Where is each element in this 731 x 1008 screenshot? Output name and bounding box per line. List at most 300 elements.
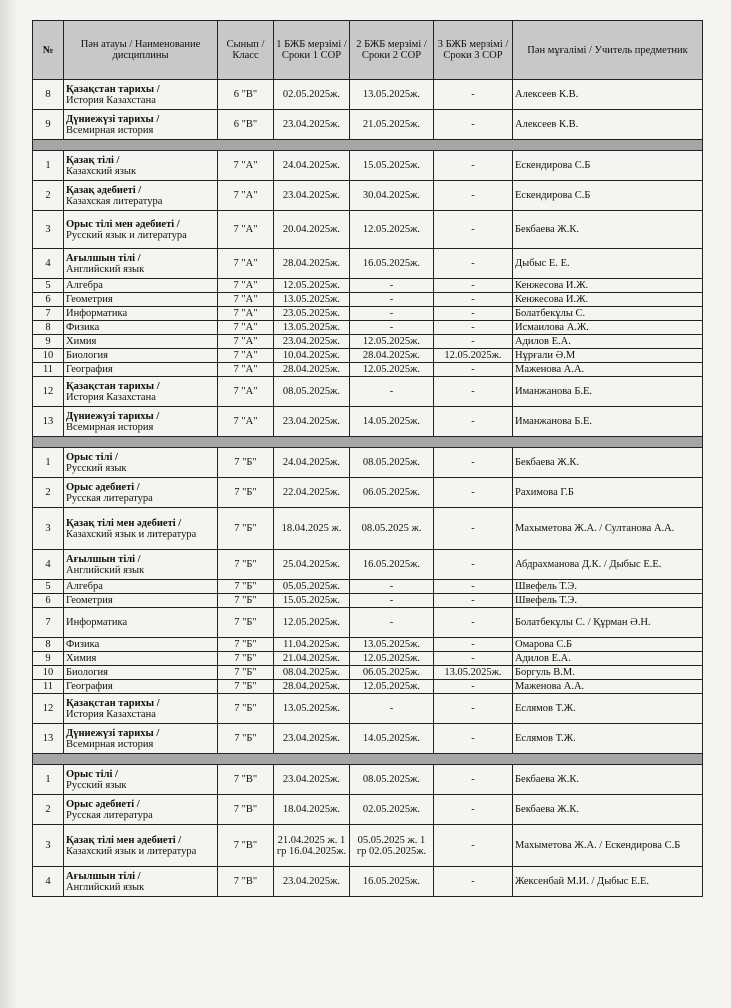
- subject-name-ru: Русский язык и литература: [66, 229, 187, 241]
- subject-name-ru: Всемирная история: [66, 738, 154, 750]
- row-number: 1: [33, 151, 64, 181]
- sor3-date-cell: -: [434, 508, 513, 550]
- row-number: 4: [33, 867, 64, 897]
- sor1-date-cell: 23.04.2025ж.: [274, 181, 350, 211]
- col-header-number: №: [33, 21, 64, 80]
- row-number: 12: [33, 694, 64, 724]
- row-number: 2: [33, 795, 64, 825]
- sor1-date-cell: 21.04.2025 ж. 1 гр 16.04.2025ж.: [274, 825, 350, 867]
- sor1-date-cell: 24.04.2025ж.: [274, 448, 350, 478]
- subject-name-kz: Қазақстан тарихы /: [66, 697, 160, 709]
- table-row: [33, 249, 703, 279]
- sor2-date-cell: 12.05.2025ж.: [350, 335, 434, 349]
- class-cell: 7 "А": [218, 349, 274, 363]
- row-number: 4: [33, 249, 64, 279]
- row-number: 2: [33, 181, 64, 211]
- sor2-date-cell: 06.05.2025ж.: [350, 478, 434, 508]
- table-row: [33, 580, 703, 594]
- col-header-sor2: 2 БЖБ мерзімі / Сроки 2 СОР: [350, 21, 434, 80]
- subject-cell: [64, 580, 218, 594]
- class-cell: 7 "А": [218, 293, 274, 307]
- sor3-date-cell: -: [434, 335, 513, 349]
- row-number: 4: [33, 550, 64, 580]
- row-number: 13: [33, 407, 64, 437]
- sor3-date-cell: -: [434, 608, 513, 638]
- subject-cell: [64, 377, 218, 407]
- table-row: [33, 638, 703, 652]
- row-number: 10: [33, 666, 64, 680]
- subject-cell: [64, 293, 218, 307]
- class-cell: 6 "В": [218, 80, 274, 110]
- class-cell: 7 "А": [218, 151, 274, 181]
- teacher-cell: Болатбекұлы С.: [513, 307, 703, 321]
- subject-name-ru: Всемирная история: [66, 124, 154, 136]
- table-row: [33, 478, 703, 508]
- sor1-date-cell: 08.04.2025ж.: [274, 666, 350, 680]
- sor2-date-cell: 16.05.2025ж.: [350, 550, 434, 580]
- separator-cell: [33, 140, 703, 151]
- sor3-date-cell: -: [434, 478, 513, 508]
- row-number: 7: [33, 307, 64, 321]
- sor2-date-cell: -: [350, 293, 434, 307]
- row-number: 12: [33, 377, 64, 407]
- sor2-date-cell: -: [350, 321, 434, 335]
- subject-name-ru: Русская литература: [66, 809, 153, 821]
- table-row: [33, 211, 703, 249]
- class-cell: 7 "Б": [218, 680, 274, 694]
- table-row: [33, 694, 703, 724]
- sor3-date-cell: -: [434, 211, 513, 249]
- teacher-cell: Кенжесова И.Ж.: [513, 279, 703, 293]
- row-number: 8: [33, 638, 64, 652]
- subject-name-ru: Английский язык: [66, 564, 145, 576]
- subject-cell: [64, 680, 218, 694]
- subject-cell: [64, 249, 218, 279]
- class-cell: 7 "Б": [218, 638, 274, 652]
- subject-name-ru: История Казахстана: [66, 391, 156, 403]
- sor3-date-cell: -: [434, 638, 513, 652]
- teacher-cell: Махыметова Ж.А. / Ескендирова С.Б: [513, 825, 703, 867]
- sor1-date-cell: 10.04.2025ж.: [274, 349, 350, 363]
- subject-cell: [64, 694, 218, 724]
- subject-cell: [64, 321, 218, 335]
- table-row: [33, 349, 703, 363]
- sor1-date-cell: 12.05.2025ж.: [274, 608, 350, 638]
- table-row: [33, 151, 703, 181]
- table-row: [33, 550, 703, 580]
- sor3-date-cell: 13.05.2025ж.: [434, 666, 513, 680]
- table-row: [33, 608, 703, 638]
- sor3-date-cell: -: [434, 867, 513, 897]
- subject-cell: [64, 349, 218, 363]
- sor1-date-cell: 23.04.2025ж.: [274, 765, 350, 795]
- table-row: [33, 765, 703, 795]
- sor3-date-cell: -: [434, 594, 513, 608]
- table-row: [33, 407, 703, 437]
- sor1-date-cell: 23.04.2025ж.: [274, 867, 350, 897]
- scan-edge-shadow: [0, 0, 18, 1008]
- subject-cell: [64, 508, 218, 550]
- class-cell: 7 "Б": [218, 580, 274, 594]
- class-cell: 7 "В": [218, 795, 274, 825]
- sor2-date-cell: 21.05.2025ж.: [350, 110, 434, 140]
- subject-name-ru: Физика: [66, 322, 100, 333]
- row-number: 5: [33, 580, 64, 594]
- teacher-cell: Ескендирова С.Б: [513, 151, 703, 181]
- sor3-date-cell: -: [434, 765, 513, 795]
- subject-name-ru: Физика: [66, 639, 100, 650]
- subject-name-ru: Всемирная история: [66, 421, 154, 433]
- sor3-date-cell: -: [434, 321, 513, 335]
- subject-name-kz: Қазақстан тарихы /: [66, 380, 160, 392]
- subject-name-kz: Қазақ тілі /: [66, 154, 120, 166]
- table-row: [33, 110, 703, 140]
- subject-name-kz: Қазақ тілі мен әдебиеті /: [66, 834, 182, 846]
- sor2-date-cell: 28.04.2025ж.: [350, 349, 434, 363]
- sor2-date-cell: -: [350, 580, 434, 594]
- row-number: 6: [33, 594, 64, 608]
- class-cell: 7 "В": [218, 765, 274, 795]
- class-cell: 7 "Б": [218, 508, 274, 550]
- col-header-subject: Пән атауы / Наименование дисциплины: [64, 21, 218, 80]
- subject-name-ru: Биология: [66, 350, 109, 361]
- sor1-date-cell: 28.04.2025ж.: [274, 680, 350, 694]
- subject-cell: [64, 363, 218, 377]
- row-number: 3: [33, 508, 64, 550]
- class-cell: 7 "Б": [218, 724, 274, 754]
- sor3-date-cell: -: [434, 80, 513, 110]
- subject-name-ru: История Казахстана: [66, 708, 156, 720]
- subject-cell: [64, 652, 218, 666]
- teacher-cell: Дыбыс Е. Е.: [513, 249, 703, 279]
- sor1-date-cell: 23.05.2025ж.: [274, 307, 350, 321]
- class-cell: 7 "Б": [218, 594, 274, 608]
- class-cell: 7 "Б": [218, 694, 274, 724]
- sor3-date-cell: -: [434, 279, 513, 293]
- class-cell: 7 "В": [218, 867, 274, 897]
- teacher-cell: Иманжанова Б.Е.: [513, 377, 703, 407]
- sor3-date-cell: -: [434, 363, 513, 377]
- sor3-date-cell: -: [434, 377, 513, 407]
- subject-name-ru: Английский язык: [66, 263, 145, 275]
- subject-name-ru: География: [66, 681, 113, 692]
- sor2-date-cell: 14.05.2025ж.: [350, 724, 434, 754]
- sor1-date-cell: 23.04.2025ж.: [274, 407, 350, 437]
- sor1-date-cell: 21.04.2025ж.: [274, 652, 350, 666]
- sor1-date-cell: 23.04.2025ж.: [274, 724, 350, 754]
- subject-name-kz: Орыс тілі /: [66, 451, 118, 463]
- row-number: 9: [33, 110, 64, 140]
- table-row: [33, 279, 703, 293]
- teacher-cell: Маженова А.А.: [513, 363, 703, 377]
- class-cell: 6 "В": [218, 110, 274, 140]
- table-row: [33, 321, 703, 335]
- subject-cell: [64, 795, 218, 825]
- subject-name-kz: Ағылшын тілі /: [66, 553, 141, 565]
- sor3-date-cell: -: [434, 795, 513, 825]
- subject-cell: [64, 211, 218, 249]
- subject-name-kz: Орыс әдебиеті /: [66, 481, 140, 493]
- table-row: [33, 795, 703, 825]
- table-row: [33, 335, 703, 349]
- row-number: 9: [33, 335, 64, 349]
- subject-name-kz: Ағылшын тілі /: [66, 252, 141, 264]
- sor3-date-cell: -: [434, 249, 513, 279]
- sor2-date-cell: 08.05.2025 ж.: [350, 508, 434, 550]
- sor3-date-cell: -: [434, 694, 513, 724]
- teacher-cell: Бекбаева Ж.К.: [513, 448, 703, 478]
- subject-cell: [64, 80, 218, 110]
- subject-name-ru: Английский язык: [66, 881, 145, 893]
- class-cell: 7 "Б": [218, 608, 274, 638]
- sor2-date-cell: 15.05.2025ж.: [350, 151, 434, 181]
- teacher-cell: Адилов Е.А.: [513, 652, 703, 666]
- class-cell: 7 "А": [218, 407, 274, 437]
- subject-cell: [64, 867, 218, 897]
- table-row: [33, 825, 703, 867]
- class-cell: 7 "В": [218, 825, 274, 867]
- subject-name-ru: Информатика: [66, 308, 128, 319]
- subject-cell: [64, 448, 218, 478]
- row-number: 1: [33, 765, 64, 795]
- sor2-date-cell: 08.05.2025ж.: [350, 765, 434, 795]
- subject-name-ru: История Казахстана: [66, 94, 156, 106]
- subject-name-kz: Орыс әдебиеті /: [66, 798, 140, 810]
- header-row: [33, 21, 703, 80]
- sor1-date-cell: 13.05.2025ж.: [274, 321, 350, 335]
- sor1-date-cell: 18.04.2025 ж.: [274, 508, 350, 550]
- class-cell: 7 "А": [218, 363, 274, 377]
- teacher-cell: Абдрахманова Д.К. / Дыбыс Е.Е.: [513, 550, 703, 580]
- row-number: 7: [33, 608, 64, 638]
- class-cell: 7 "Б": [218, 448, 274, 478]
- teacher-cell: Нұрғали Ә.М: [513, 349, 703, 363]
- class-cell: 7 "А": [218, 181, 274, 211]
- class-cell: 7 "А": [218, 335, 274, 349]
- sor2-date-cell: 05.05.2025 ж. 1 гр 02.05.2025ж.: [350, 825, 434, 867]
- sor1-date-cell: 23.04.2025ж.: [274, 335, 350, 349]
- row-number: 3: [33, 211, 64, 249]
- subject-cell: [64, 724, 218, 754]
- subject-name-kz: Қазақ әдебиеті /: [66, 184, 142, 196]
- subject-name-kz: Қазақ тілі мен әдебиеті /: [66, 517, 182, 529]
- table-row: [33, 666, 703, 680]
- subject-name-ru: Казахская литература: [66, 195, 163, 207]
- row-number: 6: [33, 293, 64, 307]
- row-number: 1: [33, 448, 64, 478]
- subject-name-ru: Алгебра: [66, 280, 103, 291]
- sor2-date-cell: 06.05.2025ж.: [350, 666, 434, 680]
- subject-cell: [64, 181, 218, 211]
- row-number: 3: [33, 825, 64, 867]
- sor2-date-cell: 12.05.2025ж.: [350, 363, 434, 377]
- subject-cell: [64, 550, 218, 580]
- subject-name-ru: Алгебра: [66, 581, 103, 592]
- subject-cell: [64, 825, 218, 867]
- subject-name-ru: География: [66, 364, 113, 375]
- sor1-date-cell: 12.05.2025ж.: [274, 279, 350, 293]
- table-row: [33, 594, 703, 608]
- sor2-date-cell: 13.05.2025ж.: [350, 638, 434, 652]
- subject-name-kz: Орыс тілі /: [66, 768, 118, 780]
- col-header-sor3: 3 БЖБ мерзімі / Сроки 3 СОР: [434, 21, 513, 80]
- sor3-date-cell: -: [434, 825, 513, 867]
- sor2-date-cell: 12.05.2025ж.: [350, 652, 434, 666]
- subject-name-kz: Дүниежүзі тарихы /: [66, 727, 160, 739]
- row-number: 8: [33, 321, 64, 335]
- sor1-date-cell: 05.05.2025ж.: [274, 580, 350, 594]
- sor2-date-cell: 14.05.2025ж.: [350, 407, 434, 437]
- table-row: [33, 363, 703, 377]
- subject-name-ru: Русская литература: [66, 492, 153, 504]
- teacher-cell: Бекбаева Ж.К.: [513, 795, 703, 825]
- sor1-date-cell: 02.05.2025ж.: [274, 80, 350, 110]
- subject-name-ru: Биология: [66, 667, 109, 678]
- table-row: [33, 724, 703, 754]
- class-separator-row: [33, 140, 703, 151]
- row-number: 11: [33, 363, 64, 377]
- subject-name-ru: Геометрия: [66, 595, 113, 606]
- row-number: 5: [33, 279, 64, 293]
- teacher-cell: Алексеев К.В.: [513, 110, 703, 140]
- class-cell: 7 "А": [218, 279, 274, 293]
- class-cell: 7 "А": [218, 321, 274, 335]
- teacher-cell: Еслямов Т.Ж.: [513, 724, 703, 754]
- table-row: [33, 680, 703, 694]
- sor3-date-cell: -: [434, 181, 513, 211]
- sor3-date-cell: -: [434, 724, 513, 754]
- table-row: [33, 181, 703, 211]
- sor2-date-cell: 08.05.2025ж.: [350, 448, 434, 478]
- sor2-date-cell: 16.05.2025ж.: [350, 249, 434, 279]
- subject-cell: [64, 666, 218, 680]
- sor2-date-cell: -: [350, 694, 434, 724]
- teacher-cell: Бекбаева Ж.К.: [513, 211, 703, 249]
- teacher-cell: Бекбаева Ж.К.: [513, 765, 703, 795]
- subject-cell: [64, 279, 218, 293]
- sor2-date-cell: 30.04.2025ж.: [350, 181, 434, 211]
- teacher-cell: Маженова А.А.: [513, 680, 703, 694]
- subject-cell: [64, 335, 218, 349]
- subject-cell: [64, 765, 218, 795]
- sor2-date-cell: -: [350, 279, 434, 293]
- sor2-date-cell: 12.05.2025ж.: [350, 680, 434, 694]
- table-row: [33, 448, 703, 478]
- teacher-cell: Исмаилова А.Ж.: [513, 321, 703, 335]
- sor1-date-cell: 20.04.2025ж.: [274, 211, 350, 249]
- row-number: 8: [33, 80, 64, 110]
- sor2-date-cell: -: [350, 377, 434, 407]
- subject-cell: [64, 594, 218, 608]
- subject-cell: [64, 110, 218, 140]
- class-cell: 7 "Б": [218, 478, 274, 508]
- sor2-date-cell: -: [350, 594, 434, 608]
- sor1-date-cell: 28.04.2025ж.: [274, 363, 350, 377]
- row-number: 13: [33, 724, 64, 754]
- teacher-cell: Адилов Е.А.: [513, 335, 703, 349]
- sor1-date-cell: 22.04.2025ж.: [274, 478, 350, 508]
- subject-name-ru: Казахский язык и литература: [66, 845, 197, 857]
- teacher-cell: Швефель Т.Э.: [513, 580, 703, 594]
- subject-cell: [64, 151, 218, 181]
- sor2-date-cell: -: [350, 608, 434, 638]
- teacher-cell: Ескендирова С.Б: [513, 181, 703, 211]
- subject-cell: [64, 638, 218, 652]
- row-number: 11: [33, 680, 64, 694]
- teacher-cell: Махыметова Ж.А. / Султанова А.А.: [513, 508, 703, 550]
- teacher-cell: Болатбекұлы С. / Құрман Ә.Н.: [513, 608, 703, 638]
- sor3-date-cell: 12.05.2025ж.: [434, 349, 513, 363]
- sor2-date-cell: -: [350, 307, 434, 321]
- table-row: [33, 80, 703, 110]
- sor1-date-cell: 18.04.2025ж.: [274, 795, 350, 825]
- sor3-date-cell: -: [434, 448, 513, 478]
- teacher-cell: Омарова С.Б: [513, 638, 703, 652]
- sor1-date-cell: 25.04.2025ж.: [274, 550, 350, 580]
- subject-name-kz: Дүниежүзі тарихы /: [66, 410, 160, 422]
- subject-name-kz: Орыс тілі мен әдебиеті /: [66, 218, 180, 230]
- sor3-date-cell: -: [434, 307, 513, 321]
- sor2-date-cell: 12.05.2025ж.: [350, 211, 434, 249]
- separator-cell: [33, 437, 703, 448]
- col-header-sor1: 1 БЖБ мерзімі / Сроки 1 СОР: [274, 21, 350, 80]
- class-cell: 7 "А": [218, 249, 274, 279]
- sor-schedule-table: [32, 20, 703, 897]
- teacher-cell: Боргуль В.М.: [513, 666, 703, 680]
- sor3-date-cell: -: [434, 407, 513, 437]
- table-row: [33, 867, 703, 897]
- sor3-date-cell: -: [434, 110, 513, 140]
- sor3-date-cell: -: [434, 652, 513, 666]
- teacher-cell: Жексенбай М.И. / Дыбыс Е.Е.: [513, 867, 703, 897]
- sor3-date-cell: -: [434, 680, 513, 694]
- subject-cell: [64, 478, 218, 508]
- class-separator-row: [33, 754, 703, 765]
- sor2-date-cell: 16.05.2025ж.: [350, 867, 434, 897]
- table-row: [33, 652, 703, 666]
- class-separator-row: [33, 437, 703, 448]
- subject-name-ru: Химия: [66, 336, 97, 347]
- table-row: [33, 508, 703, 550]
- sor1-date-cell: 08.05.2025ж.: [274, 377, 350, 407]
- sor3-date-cell: -: [434, 151, 513, 181]
- sor2-date-cell: 13.05.2025ж.: [350, 80, 434, 110]
- subject-name-ru: Казахский язык: [66, 165, 137, 177]
- teacher-cell: Швефель Т.Э.: [513, 594, 703, 608]
- sor2-date-cell: 02.05.2025ж.: [350, 795, 434, 825]
- subject-name-kz: Қазақстан тарихы /: [66, 83, 160, 95]
- subject-name-kz: Ағылшын тілі /: [66, 870, 141, 882]
- class-cell: 7 "Б": [218, 652, 274, 666]
- row-number: 2: [33, 478, 64, 508]
- class-cell: 7 "А": [218, 377, 274, 407]
- sor3-date-cell: -: [434, 293, 513, 307]
- sor1-date-cell: 11.04.2025ж.: [274, 638, 350, 652]
- subject-name-ru: Химия: [66, 653, 97, 664]
- sor1-date-cell: 24.04.2025ж.: [274, 151, 350, 181]
- subject-name-ru: Казахский язык и литература: [66, 528, 197, 540]
- subject-name-kz: Дүниежүзі тарихы /: [66, 113, 160, 125]
- sor1-date-cell: 15.05.2025ж.: [274, 594, 350, 608]
- class-cell: 7 "Б": [218, 666, 274, 680]
- subject-name-ru: Русский язык: [66, 779, 127, 791]
- subject-name-ru: Геометрия: [66, 294, 113, 305]
- sor1-date-cell: 13.05.2025ж.: [274, 293, 350, 307]
- separator-cell: [33, 754, 703, 765]
- subject-cell: [64, 407, 218, 437]
- teacher-cell: Рахимова Г.Б: [513, 478, 703, 508]
- teacher-cell: Алексеев К.В.: [513, 80, 703, 110]
